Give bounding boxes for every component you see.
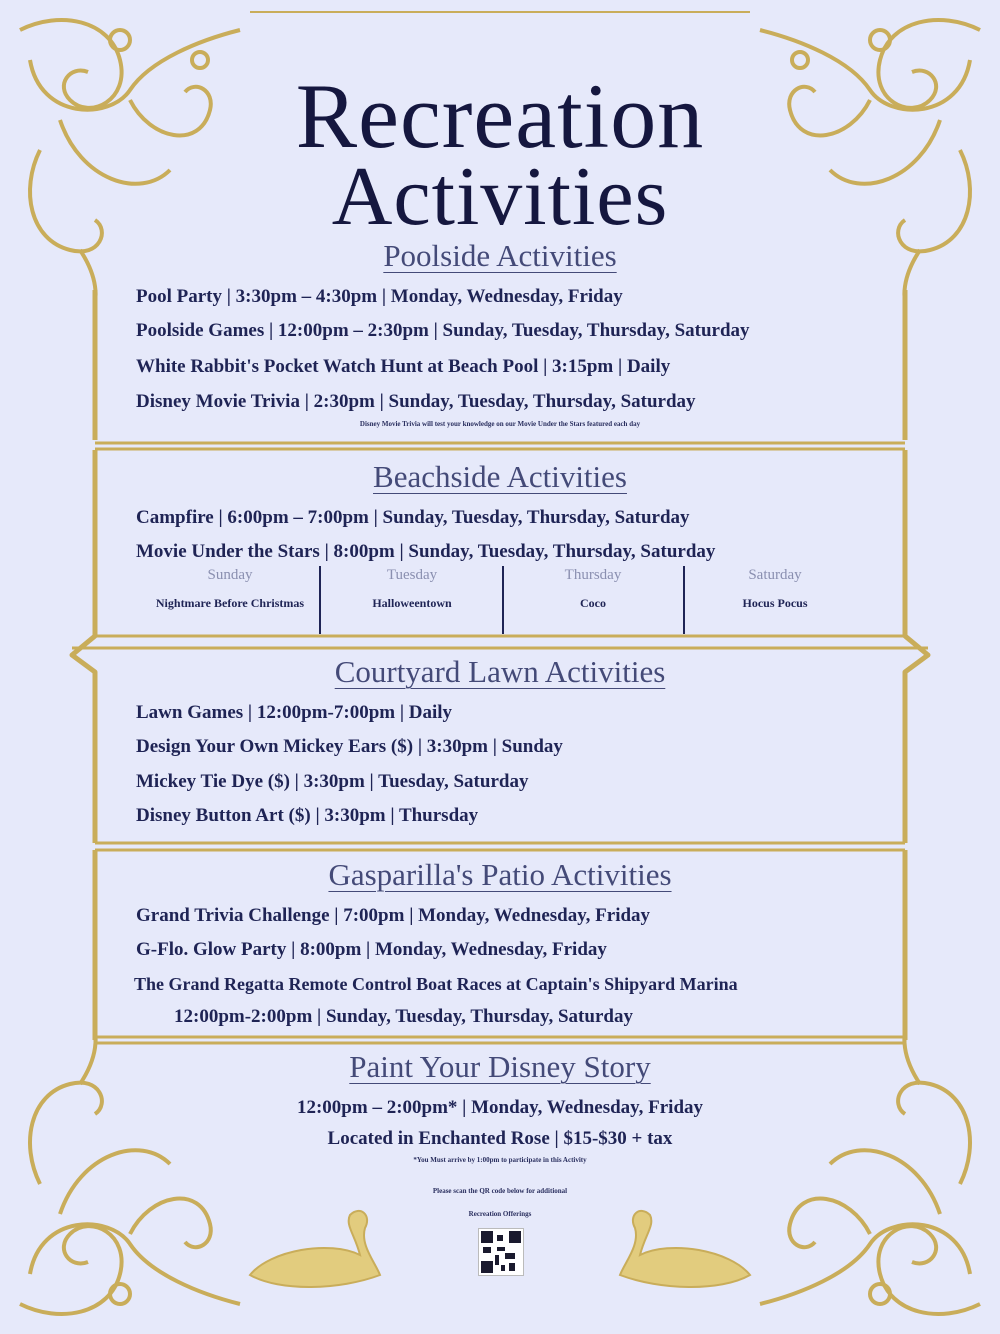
- patio-item-1: Grand Trivia Challenge | 7:00pm | Monday, Wednesday, Friday: [136, 905, 651, 926]
- qr-code-icon[interactable]: [478, 1228, 524, 1276]
- poolside-item-3: White Rabbit's Pocket Watch Hunt at Beach Pool | 3:15pm | Daily: [136, 356, 671, 377]
- poolside-item-2: Poolside Games | 12:00pm – 2:30pm | Sunday, Tuesday, Thursday, Saturday: [136, 320, 750, 341]
- movie-film-tuesday: Halloweentown: [372, 596, 452, 610]
- poolside-item-1: Pool Party | 3:30pm – 4:30pm | Monday, Wednesday, Friday: [136, 286, 623, 307]
- movie-film-thursday: Coco: [580, 596, 606, 610]
- title-line-2: Activities: [331, 150, 669, 243]
- poolside-item-4: Disney Movie Trivia | 2:30pm | Sunday, Tuesday, Thursday, Saturday: [136, 391, 696, 412]
- movie-day-thursday: Thursday: [564, 567, 622, 583]
- divider-3: [95, 843, 905, 850]
- movie-film-sunday: Nightmare Before Christmas: [155, 596, 305, 610]
- patio-item-2: G-Flo. Glow Party | 8:00pm | Monday, Wednesday, Friday: [136, 939, 607, 960]
- poolside-heading: Poolside Activities: [383, 238, 617, 273]
- footer-line-1: Please scan the QR code below for additional: [432, 1187, 568, 1195]
- courtyard-item-4: Disney Button Art ($) | 3:30pm | Thursday: [136, 805, 479, 826]
- paint-item-2: Located in Enchanted Rose | $15-$30 + tax: [327, 1128, 673, 1149]
- title-line-1: Recreation: [295, 65, 705, 167]
- paint-item-1: 12:00pm – 2:00pm* | Monday, Wednesday, Friday: [296, 1097, 704, 1118]
- beachside-item-2: Movie Under the Stars | 8:00pm | Sunday, Tuesday, Thursday, Saturday: [136, 541, 716, 562]
- courtyard-heading: Courtyard Lawn Activities: [334, 654, 666, 689]
- swan-icon: [250, 1211, 380, 1287]
- movie-day-tuesday: Tuesday: [386, 567, 438, 583]
- patio-item-3: The Grand Regatta Remote Control Boat Races at Captain's Shipyard Marina: [134, 974, 738, 994]
- paint-note: *You Must arrive by 1:00pm to participate in this Activity: [413, 1156, 587, 1164]
- courtyard-item-3: Mickey Tie Dye ($) | 3:30pm | Tuesday, Saturday: [136, 771, 529, 792]
- beachside-heading: Beachside Activities: [373, 459, 627, 494]
- patio-item-4: 12:00pm-2:00pm | Sunday, Tuesday, Thursday, Saturday: [174, 1006, 633, 1027]
- courtyard-item-1: Lawn Games | 12:00pm-7:00pm | Daily: [136, 702, 453, 723]
- swan-icon-right: [620, 1211, 750, 1287]
- movie-day-sunday: Sunday: [207, 567, 253, 583]
- movie-day-saturday: Saturday: [748, 567, 802, 583]
- beachside-item-1: Campfire | 6:00pm – 7:00pm | Sunday, Tuesday, Thursday, Saturday: [136, 507, 690, 528]
- poolside-note: Disney Movie Trivia will test your knowledge on our Movie Under the Stars featured each day: [359, 420, 641, 428]
- courtyard-item-2: Design Your Own Mickey Ears ($) | 3:30pm | Sunday: [136, 736, 563, 757]
- paint-heading: Paint Your Disney Story: [349, 1049, 651, 1084]
- divider-1: [95, 443, 905, 449]
- divider-4: [95, 1037, 905, 1043]
- divider-2: [72, 636, 928, 648]
- patio-heading: Gasparilla's Patio Activities: [328, 857, 672, 892]
- movie-film-saturday: Hocus Pocus: [742, 596, 808, 610]
- footer-line-2: Recreation Offerings: [468, 1210, 532, 1218]
